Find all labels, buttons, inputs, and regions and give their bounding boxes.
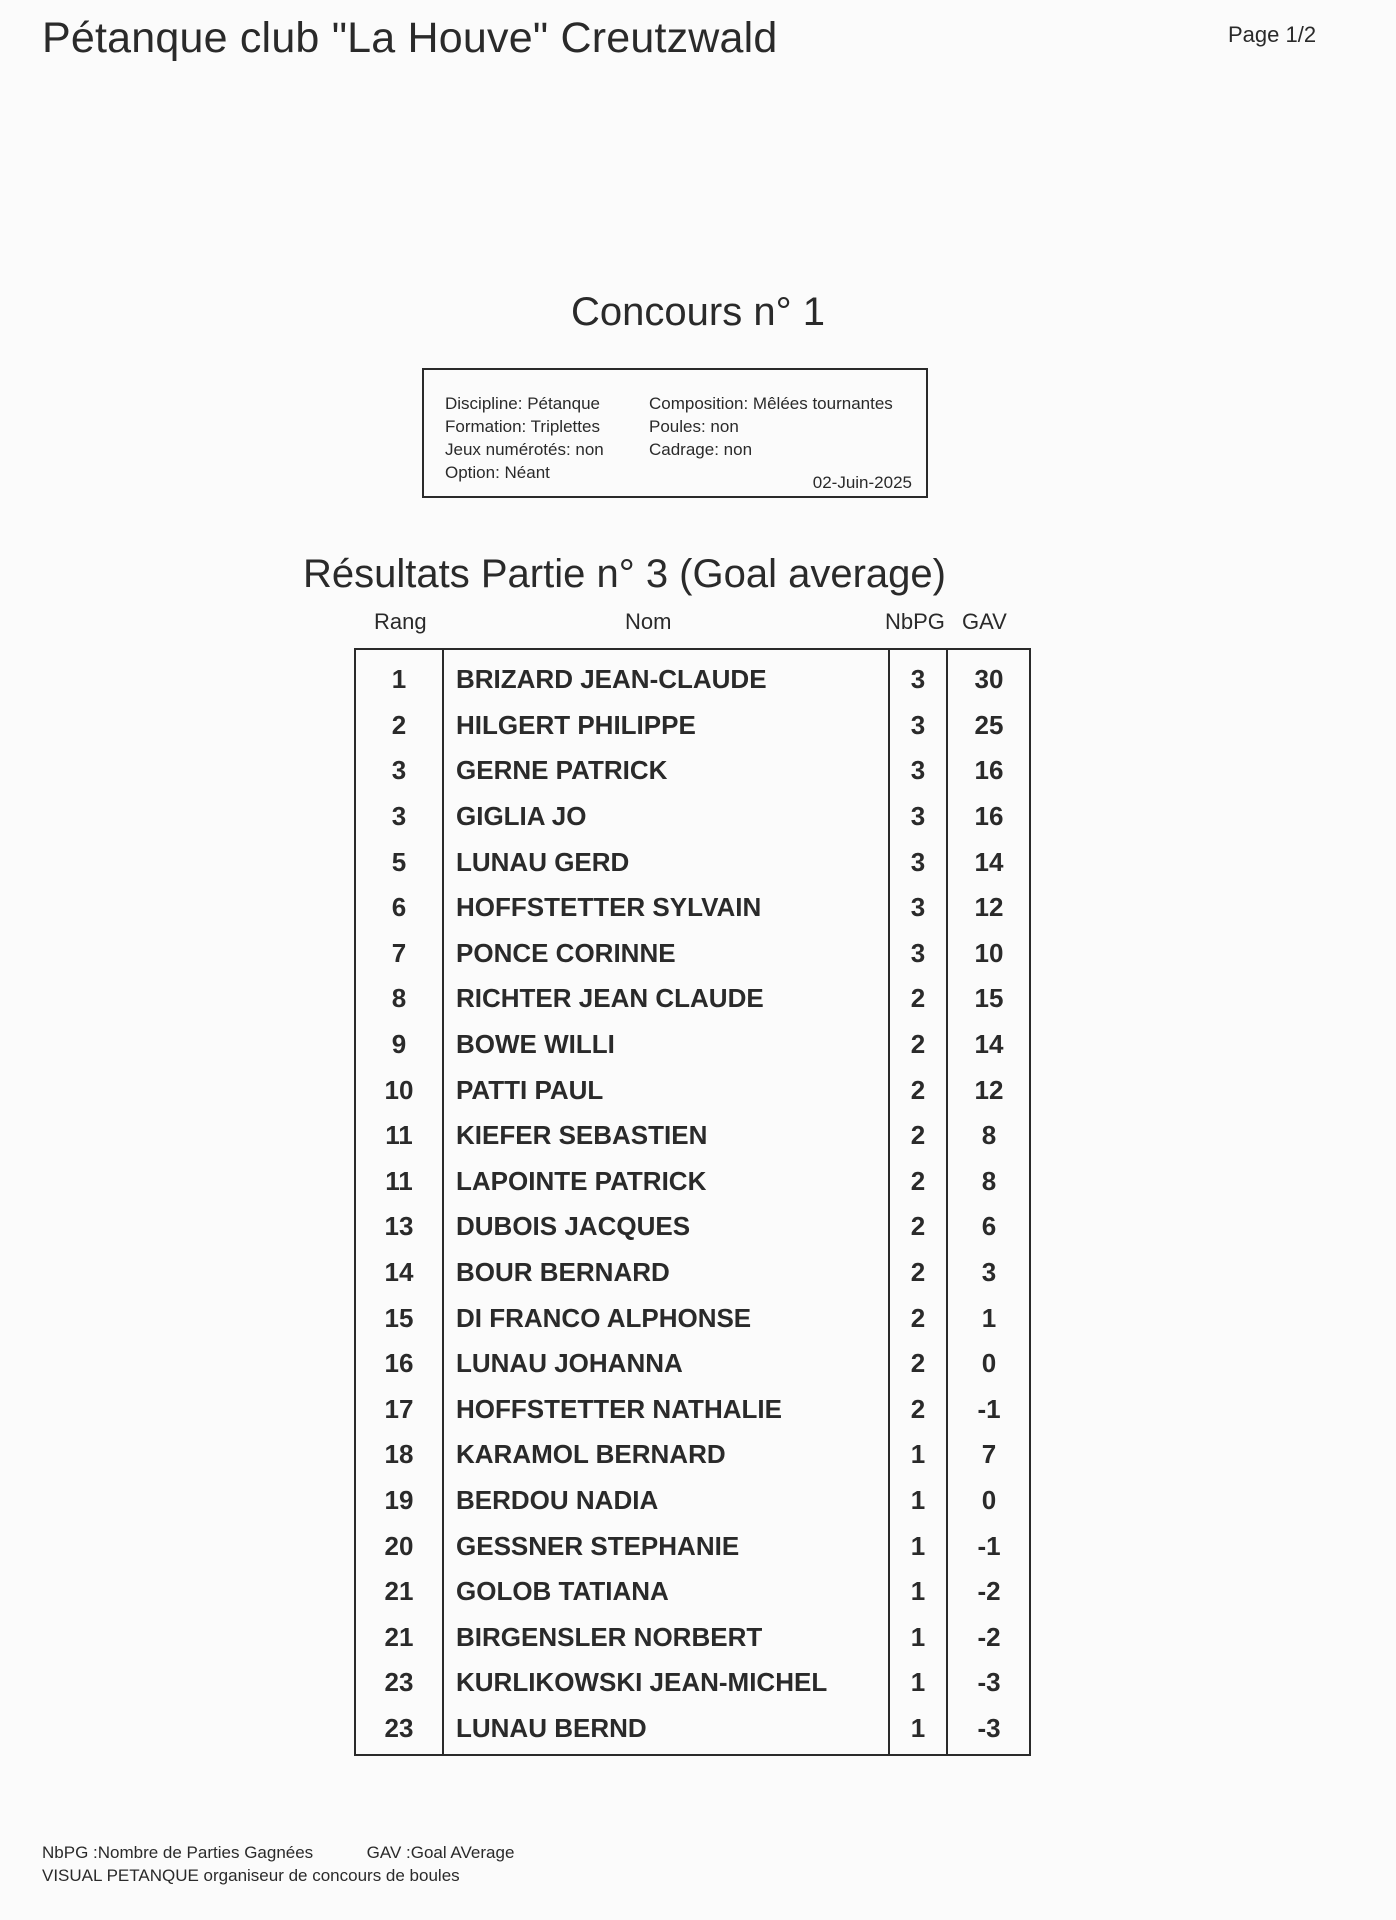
- info-left-column: [445, 392, 604, 484]
- table-row: [356, 1341, 1029, 1387]
- nbpg-cell: 1: [910, 1621, 926, 1652]
- name-cell: BOUR BERNARD: [456, 1257, 670, 1288]
- table-row: [356, 1569, 1029, 1615]
- concours-info-box: [422, 368, 928, 498]
- gav-cell: 8: [981, 1165, 997, 1196]
- rank-cell: 13: [384, 1211, 414, 1242]
- rank-cell: 14: [384, 1257, 414, 1288]
- nbpg-cell: 2: [910, 1074, 926, 1105]
- rank-cell: 20: [384, 1530, 414, 1561]
- nbpg-cell: 3: [910, 709, 926, 740]
- gav-cell: 12: [974, 892, 1004, 923]
- name-cell: BERDOU NADIA: [456, 1485, 659, 1516]
- nbpg-cell: 2: [910, 1393, 926, 1424]
- rank-cell: 18: [384, 1439, 414, 1470]
- nbpg-cell: 1: [910, 1485, 926, 1516]
- concours-title: Concours n° 1: [571, 290, 825, 334]
- table-row: [356, 794, 1029, 840]
- table-row: [356, 1432, 1029, 1478]
- table-row: [356, 885, 1029, 931]
- rank-cell: 17: [384, 1393, 414, 1424]
- gav-cell: 15: [974, 983, 1004, 1014]
- gav-cell: 25: [974, 709, 1004, 740]
- table-row: [356, 1022, 1029, 1068]
- rank-cell: 15: [384, 1302, 414, 1333]
- legend-gav: GAV :Goal AVerage: [366, 1843, 515, 1862]
- rank-cell: 10: [384, 1074, 414, 1105]
- table-row: [356, 1478, 1029, 1524]
- nbpg-cell: 2: [910, 1302, 926, 1333]
- nbpg-cell: 2: [910, 1257, 926, 1288]
- name-cell: GESSNER STEPHANIE: [456, 1530, 740, 1561]
- nbpg-cell: 3: [910, 937, 926, 968]
- gav-cell: 6: [981, 1211, 997, 1242]
- club-title: Pétanque club "La Houve" Creutzwald: [42, 14, 778, 62]
- nbpg-cell: 3: [910, 801, 926, 832]
- gav-cell: 0: [981, 1485, 997, 1516]
- name-cell: PATTI PAUL: [456, 1074, 604, 1105]
- nbpg-cell: 1: [910, 1713, 926, 1744]
- rank-cell: 19: [384, 1485, 414, 1516]
- nbpg-cell: 2: [910, 1211, 926, 1242]
- nbpg-cell: 2: [910, 1348, 926, 1379]
- concours-date: 02-Juin-2025: [812, 473, 912, 492]
- table-row: [356, 839, 1029, 885]
- name-cell: LUNAU BERND: [456, 1713, 647, 1744]
- column-header-gav: GAV: [962, 609, 1007, 634]
- gav-cell: 30: [974, 664, 1004, 695]
- info-right-column: [649, 392, 893, 461]
- gav-cell: 1: [981, 1302, 997, 1333]
- table-row: [356, 748, 1029, 794]
- results-title: Résultats Partie n° 3 (Goal average): [303, 552, 946, 596]
- nbpg-cell: 3: [910, 664, 926, 695]
- table-row: [356, 1660, 1029, 1706]
- name-cell: LAPOINTE PATRICK: [456, 1165, 707, 1196]
- nbpg-cell: 2: [910, 1029, 926, 1060]
- gav-cell: -3: [977, 1667, 1001, 1698]
- nbpg-cell: 2: [910, 1165, 926, 1196]
- nbpg-cell: 3: [910, 846, 926, 877]
- rank-cell: 6: [391, 892, 407, 923]
- gav-cell: 14: [974, 846, 1004, 877]
- gav-cell: 10: [974, 937, 1004, 968]
- name-cell: LUNAU GERD: [456, 846, 630, 877]
- gav-cell: -2: [977, 1621, 1001, 1652]
- gav-cell: 16: [974, 755, 1004, 786]
- name-cell: HILGERT PHILIPPE: [456, 709, 696, 740]
- gav-cell: 3: [981, 1257, 997, 1288]
- rank-cell: 11: [385, 1120, 413, 1151]
- name-cell: GIGLIA JO: [456, 801, 587, 832]
- info-cadrage: Cadrage: non: [649, 440, 753, 459]
- gav-cell: -1: [977, 1530, 1001, 1561]
- name-cell: KIEFER SEBASTIEN: [456, 1120, 708, 1151]
- rank-cell: 16: [384, 1348, 414, 1379]
- table-row: [356, 1523, 1029, 1569]
- column-header-nbpg: NbPG: [885, 609, 945, 634]
- nbpg-cell: 1: [910, 1439, 926, 1470]
- rank-cell: 5: [391, 846, 407, 877]
- nbpg-cell: 1: [910, 1667, 926, 1698]
- name-cell: HOFFSTETTER NATHALIE: [456, 1393, 782, 1424]
- nbpg-cell: 1: [910, 1576, 926, 1607]
- name-cell: LUNAU JOHANNA: [456, 1348, 683, 1379]
- table-row: [356, 931, 1029, 977]
- name-cell: RICHTER JEAN CLAUDE: [456, 983, 764, 1014]
- rank-cell: 21: [384, 1621, 414, 1652]
- rank-cell: 9: [391, 1029, 407, 1060]
- info-discipline: Discipline: Pétanque: [445, 394, 600, 413]
- rank-cell: 3: [391, 755, 407, 786]
- rank-cell: 7: [391, 937, 407, 968]
- gav-cell: 12: [974, 1074, 1004, 1105]
- table-row: [356, 1067, 1029, 1113]
- name-cell: BOWE WILLI: [456, 1029, 615, 1060]
- table-row: [356, 703, 1029, 749]
- nbpg-cell: 2: [910, 1120, 926, 1151]
- gav-cell: 8: [981, 1120, 997, 1151]
- table-row: [356, 1250, 1029, 1296]
- rank-cell: 23: [384, 1713, 414, 1744]
- name-cell: DI FRANCO ALPHONSE: [456, 1302, 752, 1333]
- table-row: [356, 1706, 1029, 1752]
- gav-cell: -2: [977, 1576, 1001, 1607]
- gav-cell: 0: [981, 1348, 997, 1379]
- rank-cell: 8: [391, 983, 407, 1014]
- nbpg-cell: 1: [910, 1530, 926, 1561]
- results-table: [354, 648, 1031, 1756]
- nbpg-cell: 2: [910, 983, 926, 1014]
- info-poules: Poules: non: [649, 417, 739, 436]
- nbpg-cell: 3: [910, 892, 926, 923]
- rank-cell: 2: [391, 709, 407, 740]
- info-formation: Formation: Triplettes: [445, 417, 600, 436]
- rank-cell: 11: [385, 1165, 413, 1196]
- gav-cell: 7: [981, 1439, 997, 1470]
- nbpg-cell: 3: [910, 755, 926, 786]
- name-cell: BIRGENSLER NORBERT: [456, 1621, 763, 1652]
- name-cell: KURLIKOWSKI JEAN-MICHEL: [456, 1667, 828, 1698]
- info-jeux-numerotes: Jeux numérotés: non: [445, 440, 604, 459]
- name-cell: HOFFSTETTER SYLVAIN: [456, 892, 762, 923]
- rank-cell: 21: [384, 1576, 414, 1607]
- table-row: [356, 1204, 1029, 1250]
- name-cell: GERNE PATRICK: [456, 755, 668, 786]
- info-composition: Composition: Mêlées tournantes: [649, 394, 893, 413]
- table-row: [356, 1387, 1029, 1433]
- column-header-rang: Rang: [374, 609, 427, 634]
- footer-credit: VISUAL PETANQUE organiseur de concours de boules: [42, 1866, 460, 1885]
- gav-cell: 14: [974, 1029, 1004, 1060]
- rank-cell: 1: [391, 664, 407, 695]
- gav-cell: -3: [977, 1713, 1001, 1744]
- name-cell: KARAMOL BERNARD: [456, 1439, 726, 1470]
- table-row: [356, 1615, 1029, 1661]
- table-row: [356, 1295, 1029, 1341]
- info-option: Option: Néant: [445, 463, 550, 482]
- table-row: [356, 1159, 1029, 1205]
- name-cell: GOLOB TATIANA: [456, 1576, 669, 1607]
- legend-line: [42, 1843, 514, 1863]
- name-cell: PONCE CORINNE: [456, 937, 676, 968]
- table-row: [356, 657, 1029, 703]
- rank-cell: 23: [384, 1667, 414, 1698]
- name-cell: BRIZARD JEAN-CLAUDE: [456, 664, 767, 695]
- page-number: Page 1/2: [1228, 22, 1317, 47]
- legend-nbpg: NbPG :Nombre de Parties Gagnées: [42, 1843, 314, 1862]
- rank-cell: 3: [391, 801, 407, 832]
- table-row: [356, 976, 1029, 1022]
- table-row: [356, 1113, 1029, 1159]
- gav-cell: -1: [977, 1393, 1001, 1424]
- column-header-nom: Nom: [625, 609, 672, 634]
- name-cell: DUBOIS JACQUES: [456, 1211, 691, 1242]
- gav-cell: 16: [974, 801, 1004, 832]
